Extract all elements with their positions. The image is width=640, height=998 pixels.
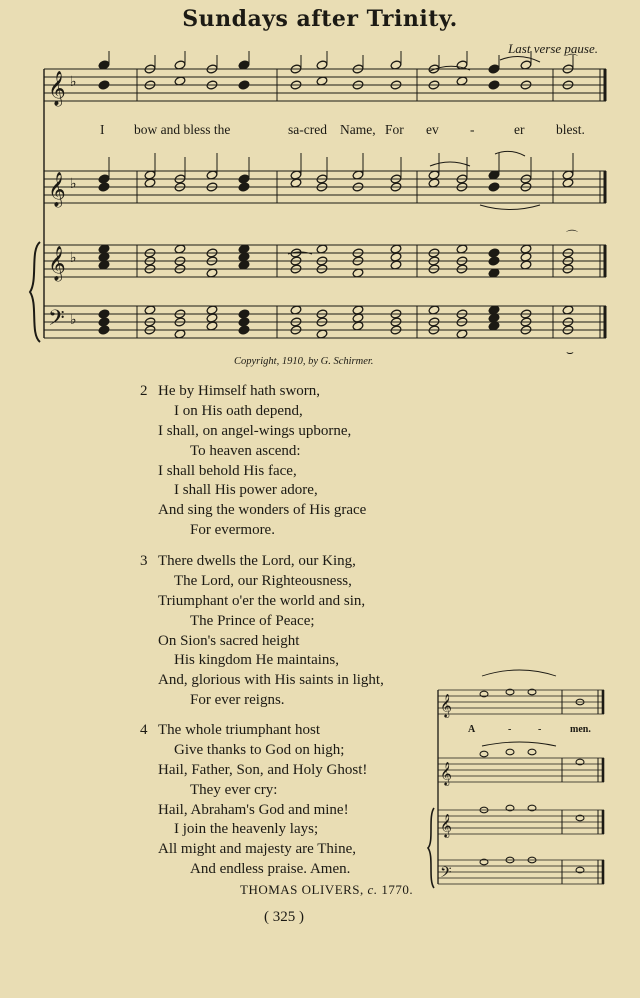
performance-direction: Last verse pause. bbox=[508, 41, 598, 56]
lyric-syllable: ev bbox=[426, 122, 439, 137]
verse-line: His kingdom He maintains, bbox=[174, 652, 339, 669]
verse-line: The Prince of Peace; bbox=[190, 612, 315, 629]
lyric-syllable: blest. bbox=[556, 122, 585, 137]
verse-line: I join the heavenly lays; bbox=[174, 821, 319, 838]
amen-syllable: men. bbox=[570, 724, 591, 735]
verse-line: I on His oath depend, bbox=[174, 402, 303, 419]
verse-line: He by Himself hath sworn, bbox=[158, 383, 321, 399]
hymn-author bbox=[240, 882, 413, 898]
svg-text:𝄞: 𝄞 bbox=[440, 813, 452, 837]
amen-note-head bbox=[528, 749, 536, 755]
fermata-1: ⌒ bbox=[566, 53, 579, 67]
verse-line: I shall behold His face, bbox=[158, 462, 297, 479]
verse-line: Hail, Abraham's God and mine! bbox=[158, 801, 349, 818]
page-title: Sundays after Trinity. bbox=[182, 6, 458, 32]
author-name: THOMAS OLIVERS, bbox=[240, 882, 364, 897]
verse-line: To heaven ascend: bbox=[190, 442, 301, 459]
page-number: ( 325 ) bbox=[264, 909, 304, 925]
amen-syllable: - bbox=[508, 724, 512, 735]
verse-line: All might and majesty are Thine, bbox=[158, 841, 357, 858]
copyright-notice: Copyright, 1910, by G. Schirmer. bbox=[234, 356, 374, 367]
verse-line: The Lord, our Righteousness, bbox=[174, 572, 352, 589]
flat-sign-4: ♭ bbox=[70, 312, 77, 328]
lyric-syllable: er bbox=[514, 122, 525, 137]
lyric-syllable: Name, bbox=[340, 122, 376, 137]
lyric-syllable: - bbox=[470, 122, 475, 137]
bass-clef: 𝄢 bbox=[48, 306, 65, 336]
verse-line: The whole triumphant host bbox=[158, 722, 321, 738]
lyric-syllable: bow and bless the bbox=[134, 122, 231, 137]
svg-text:𝄞: 𝄞 bbox=[440, 693, 452, 717]
verse-line: Give thanks to God on high; bbox=[174, 741, 345, 758]
tenor-clef: 𝄞 bbox=[48, 172, 66, 207]
verse-number: 4 bbox=[140, 722, 148, 738]
treble-clef: 𝄞 bbox=[48, 71, 66, 106]
verse-line: I shall His power adore, bbox=[174, 482, 318, 499]
verse-line: And sing the wonders of His grace bbox=[158, 502, 367, 519]
svg-text:𝄢: 𝄢 bbox=[440, 864, 452, 885]
author-circa: c. bbox=[367, 882, 378, 897]
verse-line: Hail, Father, Son, and Holy Ghost! bbox=[158, 761, 368, 778]
author-year: 1770. bbox=[381, 882, 414, 897]
svg-text:𝄞: 𝄞 bbox=[440, 761, 452, 785]
verse-line: I shall, on angel-wings upborne, bbox=[158, 422, 352, 439]
verse-line: Triumphant o'er the world and sin, bbox=[158, 592, 366, 609]
verse-line: And endless praise. Amen. bbox=[190, 861, 351, 878]
flat-sign: ♭ bbox=[70, 74, 77, 90]
fermata-2: ⌒ bbox=[566, 229, 579, 243]
verse-line: There dwells the Lord, our King, bbox=[158, 553, 356, 569]
fermata-3: ⌣ bbox=[566, 345, 574, 359]
flat-sign-3: ♭ bbox=[70, 250, 77, 266]
lyric-syllable: sa-cred bbox=[288, 122, 327, 137]
amen-note-head bbox=[480, 751, 488, 757]
treble-clef-2: 𝄞 bbox=[48, 246, 66, 281]
flat-sign-2: ♭ bbox=[70, 176, 77, 192]
verse-line: For evermore. bbox=[190, 522, 275, 539]
verse-number: 3 bbox=[140, 553, 148, 569]
amen-syllable: A bbox=[468, 724, 476, 735]
verse-line: They ever cry: bbox=[190, 781, 278, 798]
amen-syllable: - bbox=[538, 724, 542, 735]
amen-note-head bbox=[506, 749, 514, 755]
verse-line: On Sion's sacred height bbox=[158, 632, 300, 649]
verse-line: And, glorious with His saints in light, bbox=[158, 672, 384, 689]
lyric-syllable: I bbox=[100, 122, 105, 137]
verse-number: 2 bbox=[140, 383, 148, 399]
lyric-syllable: For bbox=[385, 122, 404, 137]
verse-line: For ever reigns. bbox=[190, 692, 285, 709]
